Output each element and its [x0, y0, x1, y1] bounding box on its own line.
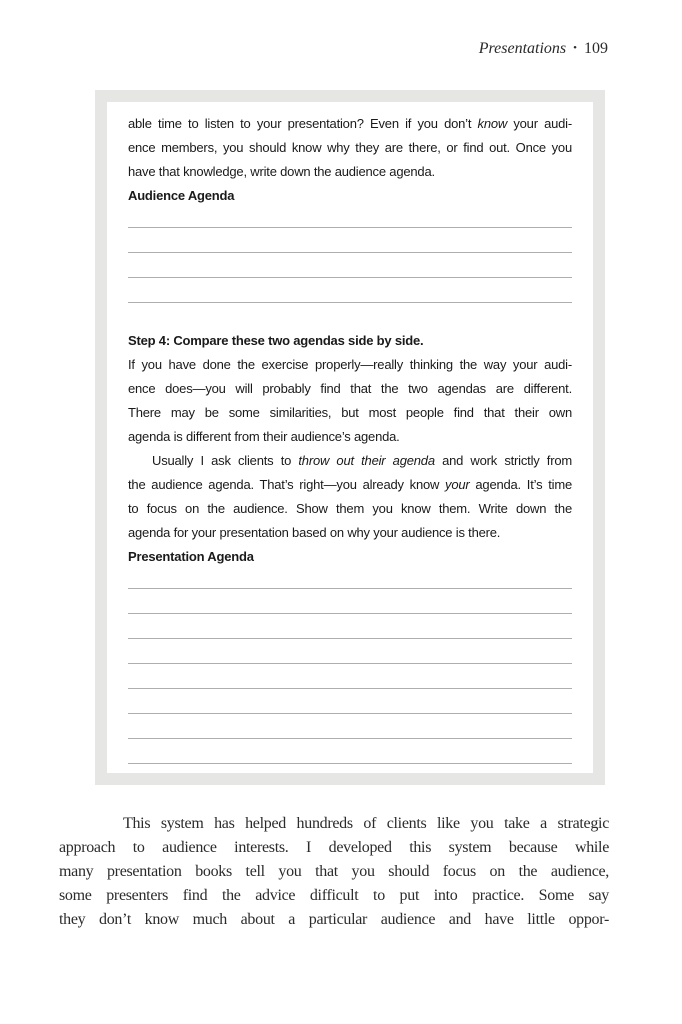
text-segment: to focus on the audience. Show them you know them. Write down the: [128, 501, 572, 516]
text-segment: have that knowledge, write down the audience agenda.: [128, 164, 435, 179]
text-segment: There may be some similarities, but most people find that their own: [128, 405, 572, 420]
page-number: 109: [584, 40, 608, 57]
header-bullet-separator: •: [573, 42, 577, 54]
text-line: [128, 425, 572, 449]
text-line: [128, 449, 572, 473]
ruled-writing-line: [128, 569, 572, 589]
text-segment: agenda is different from their audience’s agenda.: [128, 429, 400, 444]
intro-paragraph: [128, 112, 572, 184]
audience-agenda-heading: Audience Agenda: [128, 188, 235, 203]
text-line: [59, 908, 609, 932]
usually-paragraph: [128, 449, 572, 545]
italic-text-segment: throw out their agenda: [298, 453, 435, 468]
text-line: [128, 160, 572, 184]
text-line: [59, 812, 609, 836]
ruled-writing-line: [128, 614, 572, 639]
running-header: [479, 40, 608, 58]
text-line: [128, 377, 572, 401]
text-segment: ence does—you will probably find that the two agendas are different.: [128, 381, 572, 396]
running-header-title: Presentations: [478, 40, 567, 57]
text-segment: your audi-: [507, 116, 572, 131]
text-segment: they don’t know much about a particular audience and have little oppor-: [59, 911, 609, 928]
text-line: [59, 884, 609, 908]
paragraph: [59, 812, 609, 932]
worksheet-content: [107, 102, 593, 764]
text-line: [128, 136, 572, 160]
audience-agenda-writing-lines: [128, 208, 572, 303]
text-segment: agenda. It’s time: [469, 477, 572, 492]
text-segment: approach to audience interests. I developed this system because while: [59, 839, 609, 856]
text-line: [128, 521, 572, 545]
text-line: [128, 112, 572, 136]
text-segment: the audience agenda. That’s right—you already know: [128, 477, 446, 492]
ruled-writing-line: [128, 278, 572, 303]
ruled-writing-line: [128, 714, 572, 739]
text-line: [128, 473, 572, 497]
text-segment: Usually I ask clients to: [152, 453, 299, 468]
ruled-writing-line: [128, 689, 572, 714]
text-line: [59, 836, 609, 860]
italic-text-segment: your: [445, 477, 470, 492]
presentation-agenda-heading: Presentation Agenda: [128, 549, 254, 564]
text-segment: and work strictly from: [434, 453, 573, 468]
presentation-agenda-writing-lines: [128, 569, 572, 764]
text-segment: many presentation books tell you that you should focus on the audience,: [59, 863, 609, 880]
body-paragraph: [59, 812, 609, 932]
ruled-writing-line: [128, 208, 572, 228]
ruled-writing-line: [128, 639, 572, 664]
text-segment: If you have done the exercise properly—really thinking the way your audi-: [128, 357, 572, 372]
ruled-writing-line: [128, 589, 572, 614]
step-4-heading: Step 4: Compare these two agendas side by side.: [128, 333, 424, 348]
italic-text-segment: know: [477, 116, 508, 131]
ruled-writing-line: [128, 664, 572, 689]
text-segment: This system has helped hundreds of clients like you take a strategic: [123, 815, 609, 832]
text-line: [128, 353, 572, 377]
step-4-paragraph: [128, 353, 572, 449]
ruled-writing-line: [128, 228, 572, 253]
text-segment: able time to listen to your presentation? Even if you don’t: [128, 116, 478, 131]
ruled-writing-line: [128, 739, 572, 764]
text-line: [128, 401, 572, 425]
text-line: [128, 497, 572, 521]
text-line: [59, 860, 609, 884]
text-segment: ence members, you should know why they are there, or find out. Once you: [128, 140, 572, 155]
text-segment: some presenters find the advice difficult to put into practice. Some say: [59, 887, 609, 904]
ruled-writing-line: [128, 253, 572, 278]
text-segment: agenda for your presentation based on why your audience is there.: [128, 525, 501, 540]
worksheet-box: [95, 90, 605, 785]
